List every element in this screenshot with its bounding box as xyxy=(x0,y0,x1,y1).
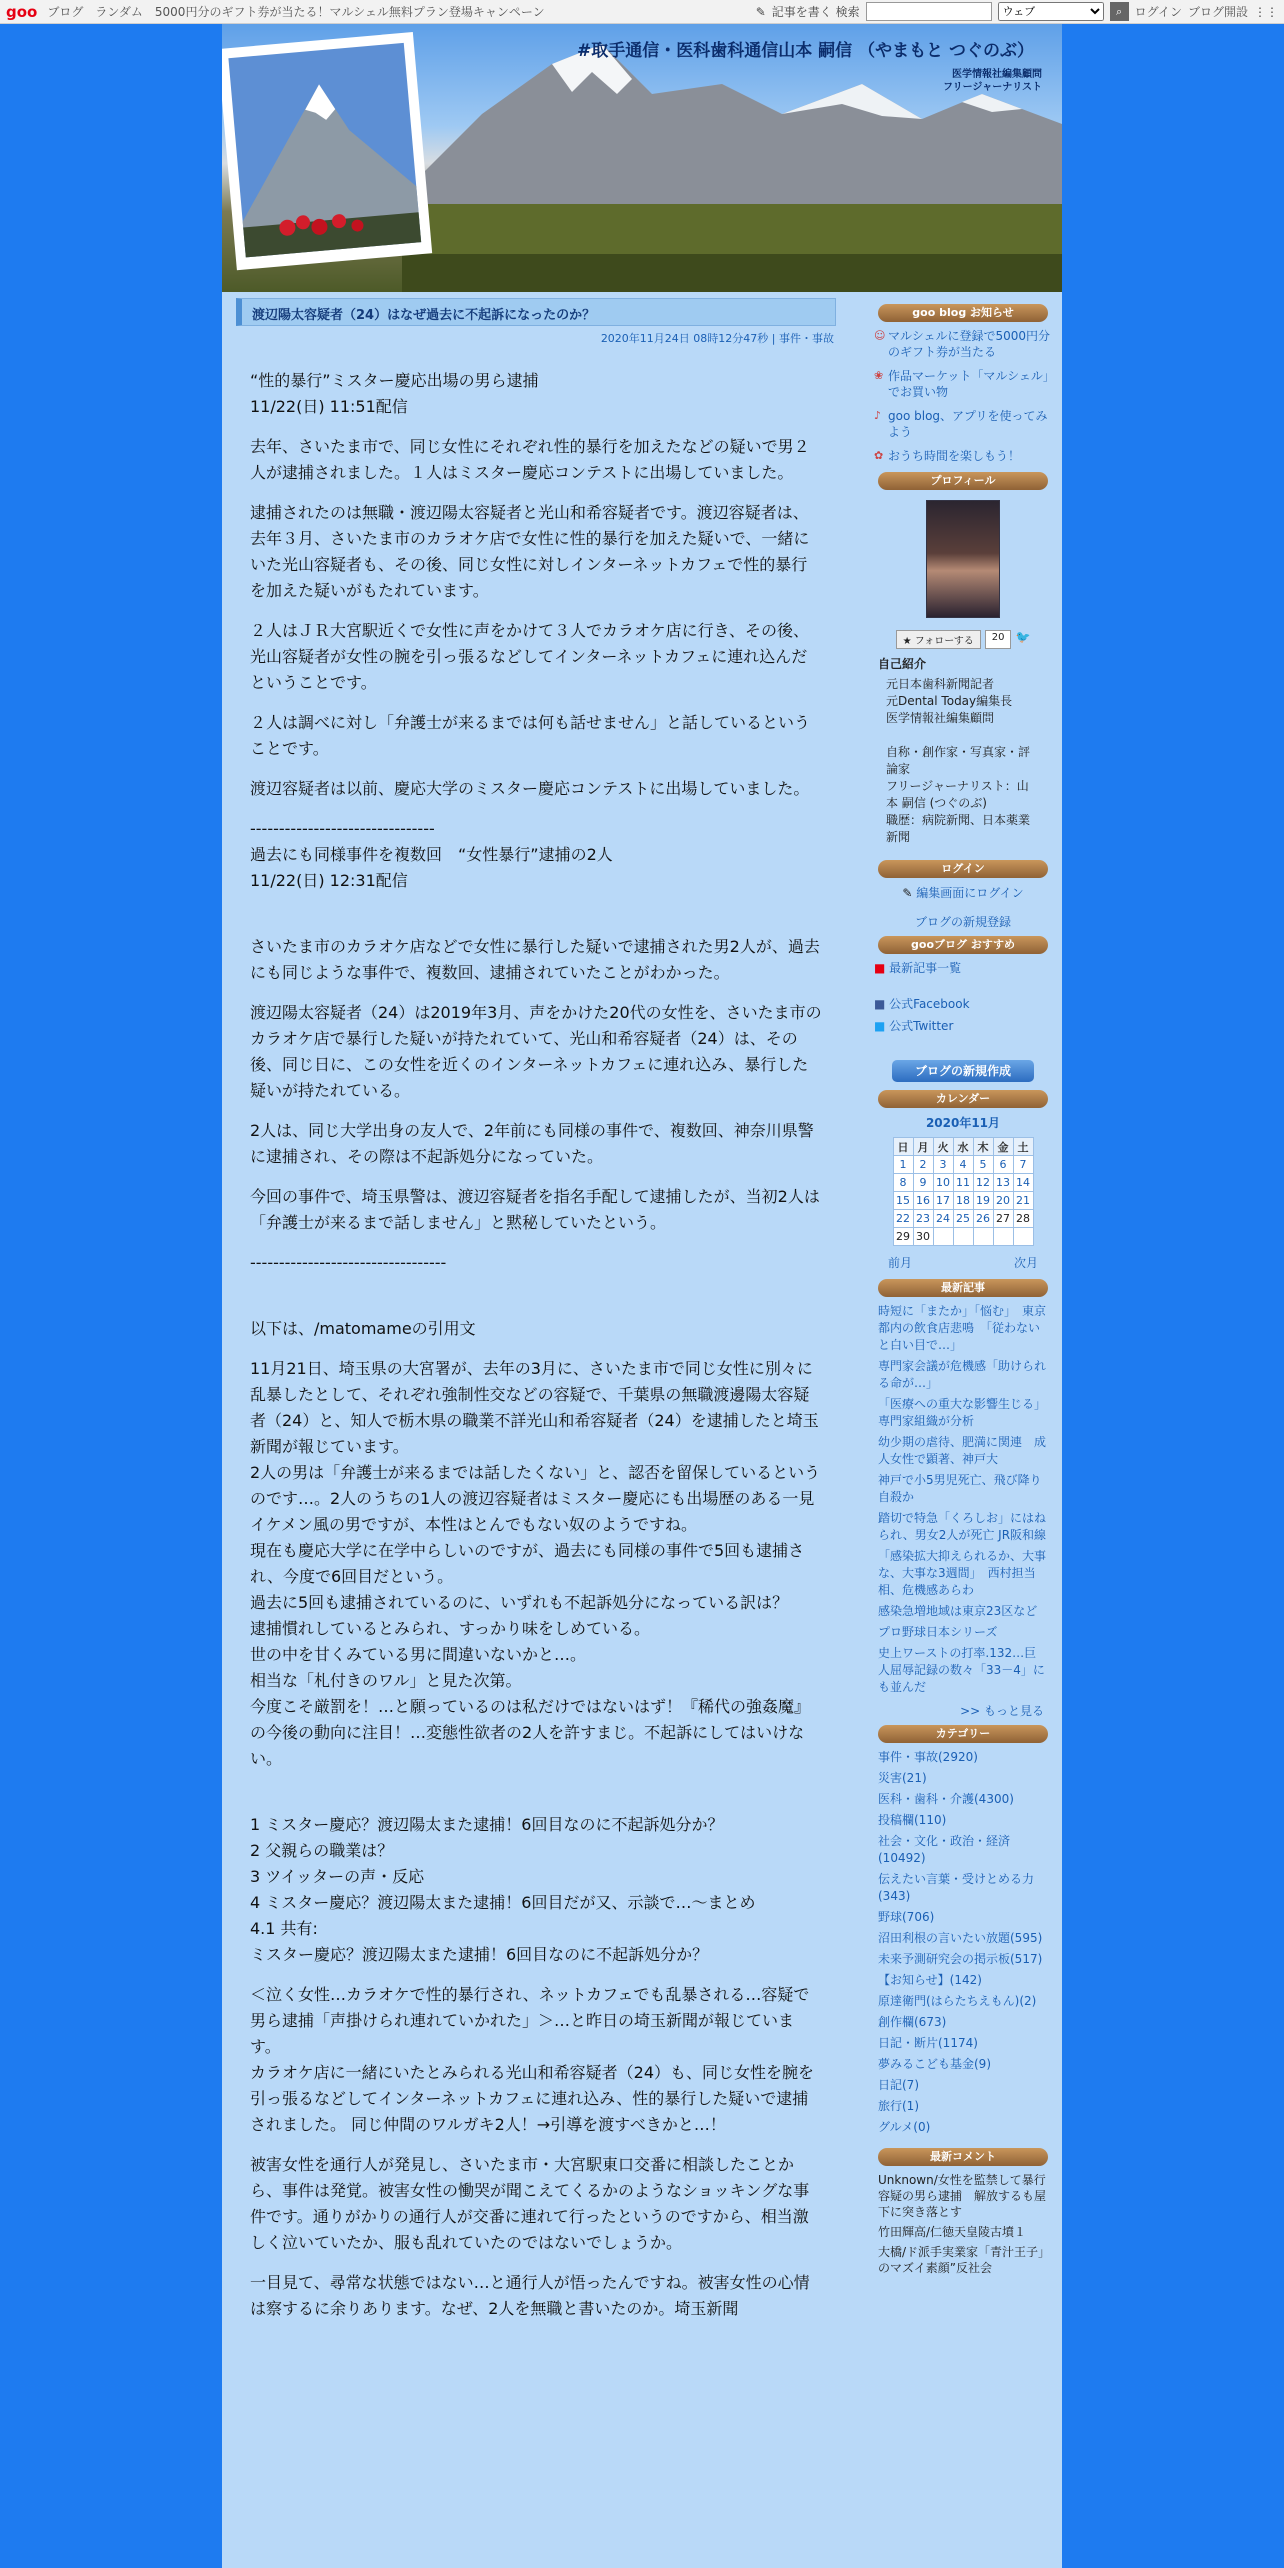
notice-link[interactable]: おうち時間を楽しもう！ xyxy=(888,449,1021,463)
notice-item xyxy=(874,328,1052,360)
entry-paragraph: さいたま市のカラオケ店などで女性に暴行した疑いで逮捕された男2人が、過去にも同じような事件で、複数回、逮捕されていたことがわかった。 xyxy=(250,937,820,982)
category-item xyxy=(878,1833,1048,1867)
entry-paragraph: 渡辺陽太容疑者（24）は2019年3月、声をかけた20代の女性を、さいたま市のカラオケ店で暴行した疑いが持たれていて、光山和希容疑者（24）は、その後、同じ日に、この女性を近くのインターネットカフェに連れ込み、暴行した疑いが持たれている。 xyxy=(250,1003,822,1100)
calendar-day[interactable]: 7 xyxy=(1013,1156,1033,1174)
category-item xyxy=(878,2119,1048,2136)
entry-paragraph: ---------------------------------- xyxy=(250,1253,447,1272)
category-item xyxy=(878,2035,1048,2052)
latest-articles-link[interactable]: ■ 最新記事一覧 xyxy=(874,961,962,975)
entry-paragraph: “性的暴行”ミスター慶応出場の男ら逮捕 11/22(日) 11:51配信 xyxy=(250,371,539,416)
category-link[interactable]: 旅行(1) xyxy=(878,2099,919,2113)
comment-item[interactable]: 大橋/ド派手実業家「青汁王子」のマズイ素顔”反社会 xyxy=(878,2245,1045,2275)
recent-article-link[interactable]: 時短に「またか」「悩む」 東京都内の飲食店悲鳴 「従わないと白い目で…」 xyxy=(878,1304,1047,1352)
calendar-weekday: 火 xyxy=(933,1138,953,1156)
category-item xyxy=(878,1972,1048,1989)
campaign-link[interactable]: 5000円分のギフト券が当たる！マルシェル無料プラン登場キャンペーン xyxy=(154,5,545,19)
calendar-day xyxy=(993,1228,1013,1246)
entry-paragraph: 渡辺容疑者は以前、慶応大学のミスター慶応コンテストに出場していました。 xyxy=(250,779,810,798)
search-scope-select[interactable] xyxy=(998,2,1104,21)
category-section-title: カテゴリー xyxy=(878,1725,1048,1743)
entry-paragraph: 被害女性を通行人が発見し、さいたま市・大宮駅東口交番に相談したことから、事件は発覚。被害女性の慟哭が聞こえてくるかのようなショッキングな事件です。通りがかりの通行人が交番に連れて行ったというのですから、相当激しく泣いていたか、服も乱れていたのではないでしょうか。 xyxy=(250,2155,810,2252)
category-link[interactable]: 災害(21) xyxy=(878,1771,927,1785)
top-navigation-bar xyxy=(0,0,1284,24)
goo-logo[interactable]: goo xyxy=(6,2,38,21)
calendar-day[interactable]: 8 xyxy=(893,1174,913,1192)
calendar-day[interactable]: 12 xyxy=(973,1174,993,1192)
entry-date-link[interactable]: 2020年11月24日 08時12分47秒 xyxy=(600,332,769,345)
prev-month-link[interactable]: 前月 xyxy=(888,1256,913,1270)
calendar-day[interactable]: 26 xyxy=(973,1210,993,1228)
notice-icon: ♪ xyxy=(874,409,882,422)
category-item xyxy=(878,1909,1048,1926)
category-link[interactable]: 投稿欄(110) xyxy=(878,1813,947,1827)
category-link[interactable]: 事件・事故(2920) xyxy=(878,1750,978,1764)
notice-link[interactable]: goo blog、アプリを使ってみよう xyxy=(888,409,1048,439)
next-month-link[interactable]: 次月 xyxy=(1013,1256,1038,1270)
facebook-link[interactable]: ■ 公式Facebook xyxy=(874,997,970,1011)
entry-paragraph: ２人は調べに対し「弁護士が来るまでは何も話せません」と話しているということです。 xyxy=(250,713,811,758)
entry-paragraph: 以下は、/matomameの引用文 xyxy=(250,1319,476,1338)
calendar-day[interactable]: 21 xyxy=(1013,1192,1033,1210)
category-item xyxy=(878,2056,1048,2073)
follower-count: 20 xyxy=(985,630,1012,649)
blog-header xyxy=(222,24,1062,292)
calendar-day xyxy=(973,1228,993,1246)
search-input[interactable] xyxy=(866,2,992,21)
recent-article-link[interactable]: 幼少期の虐待、肥満に関連 成人女性で顕著、神戸大 xyxy=(878,1435,1047,1466)
entry-paragraph: 11月21日、埼玉県の大宮署が、去年の3月に、さいたま市で同じ女性に別々に乱暴したとして、それぞれ強制性交などの容疑で、千葉県の無職渡邊陽太容疑者（24）と、知人で栃木県の職業不詳光山和希容疑者（24）を逮捕したと埼玉新聞が報じています。 2人の男は「弁護士が来るまでは話したくない」と、認否を留保しているというのです…。2人のうちの1人の渡辺容疑者はミスター慶応にも出場歴のある一見イケメン風の男ですが、本性はとんでもない奴のようですね。 現在も慶応大学に在学中らしいのですが、過去にも同様の事件で5回も逮捕され、今度で6回目だという。 過去に5回も逮捕されているのに、いずれも不起訴処分になっている訳は？ 逮捕慣れしているとみられ、すっかり味をしめている。 世の中を甘くみている男に間違いないかと…。 相当な「札付きのワル」と見た次第。 今度こそ厳罰を！…と願っているのは私だけではないはず！『稀代の強姦魔』の今後の動向に注目！…変態性欲者の2人を許すまじ。不起訴にしてはいけない。 xyxy=(250,1359,821,1768)
category-link[interactable]: 未来予測研究会の掲示板(517) xyxy=(878,1952,1043,1966)
calendar-day xyxy=(953,1228,973,1246)
notice-item xyxy=(874,368,1052,400)
notice-icon: ✿ xyxy=(874,449,884,462)
comment-item[interactable]: 竹田輝高/仁徳天皇陵古墳１ xyxy=(878,2225,1027,2239)
notice-link[interactable]: 作品マーケット「マルシェル」でお買い物 xyxy=(888,369,1049,399)
calendar-day[interactable]: 18 xyxy=(953,1192,973,1210)
entry-paragraph: -------------------------------- 過去にも同様事件を複数回 “女性暴行”逮捕の2人 11/22(日) 12:31配信 xyxy=(250,819,613,890)
calendar-weekday: 木 xyxy=(973,1138,993,1156)
login-row xyxy=(868,884,1058,901)
calendar-section-title: カレンダー xyxy=(878,1090,1048,1108)
blog-title[interactable]: #取手通信・医科歯科通信山本 嗣信 （やまもと つぐのぶ） xyxy=(577,41,1034,61)
calendar-day[interactable]: 16 xyxy=(913,1192,933,1210)
edit-login-link[interactable]: 編集画面にログイン xyxy=(916,886,1024,900)
recent-article-link[interactable]: プロ野球日本シリーズ xyxy=(878,1625,998,1639)
calendar-day[interactable]: 14 xyxy=(1013,1174,1033,1192)
category-link[interactable]: 原達衛門(はらたちえもん)(2) xyxy=(878,1994,1037,2008)
subtitle-line-2: フリージャーナリスト xyxy=(943,82,1042,93)
goo-icon: ■ xyxy=(874,961,890,975)
category-link[interactable]: グルメ(0) xyxy=(878,2120,931,2134)
facebook-icon: ■ xyxy=(874,997,890,1011)
entry-paragraph: ２人はＪＲ大宮駅近くで女性に声をかけて３人でカラオケ店に行き、その後、光山容疑者が女性の腕を引っ張るなどしてインターネットカフェに連れ込んだということです。 xyxy=(250,621,810,692)
nav-blog-link[interactable]: ブログ xyxy=(47,5,84,19)
entry-title[interactable]: 渡辺陽太容疑者（24）はなぜ過去に不起訴になったのか？ xyxy=(236,298,836,326)
calendar-weekday: 水 xyxy=(953,1138,973,1156)
category-link[interactable]: 医科・歯科・介護(4300) xyxy=(878,1792,1014,1806)
category-item xyxy=(878,1749,1048,1766)
recent-article-link[interactable]: 神戸で小5男児死亡、飛び降り自殺か xyxy=(878,1473,1042,1504)
calendar-table xyxy=(893,1137,1034,1246)
calendar-day[interactable]: 17 xyxy=(933,1192,953,1210)
recent-section-title: 最新記事 xyxy=(878,1279,1048,1297)
calendar-month: 2020年11月 xyxy=(925,1116,1001,1130)
write-search-label[interactable]: 記事を書く 検索 xyxy=(771,5,860,19)
entry-meta: 2020年11月24日 08時12分47秒 | 事件・事故 xyxy=(600,332,834,345)
calendar-day: 28 xyxy=(1013,1210,1033,1228)
notice-link[interactable]: マルシェルに登録で5000円分のギフト券が当たる xyxy=(888,329,1051,359)
recent-articles-list xyxy=(868,1303,1058,1696)
entry-paragraph: ＜泣く女性…カラオケで性的暴行され、ネットカフェでも乱暴される…容疑で男ら逮捕「声掛けられ連れていかれた」＞…と昨日の埼玉新聞が報じています。 カラオケ店に一緒にいたとみられる光山和希容疑者（24）も、同じ女性を腕を引っ張るなどしてインターネットカフェに連れ込み、性的暴行した疑いで逮捕されました。 同じ仲間のワルガキ2人！→引導を渡すべきかと…！ xyxy=(250,1985,815,2134)
entry-paragraph: 一目見て、尋常な状態ではない…と通行人が悟ったんですね。被害女性の心情は察するに余りあります。なぜ、2人を無職と書いたのか。埼玉新聞 xyxy=(250,2273,810,2318)
calendar-day: 30 xyxy=(913,1228,933,1246)
subtitle-line-1: 医学情報社編集顧問 xyxy=(952,69,1042,80)
category-item xyxy=(878,2077,1048,2094)
nav-random-link[interactable]: ランダム xyxy=(95,5,143,19)
follow-button[interactable]: ★ フォローする xyxy=(896,630,981,649)
category-link[interactable]: 日記・断片(1174) xyxy=(878,2036,978,2050)
calendar-day[interactable]: 2 xyxy=(913,1156,933,1174)
recent-article-link[interactable]: 専門家会議が危機感「助けられる命が…」 xyxy=(878,1359,1047,1390)
entry-paragraph: 逮捕されたのは無職・渡辺陽太容疑者と光山和希容疑者です。渡辺容疑者は、去年３月、さいたま市のカラオケ店で女性に性的暴行を加えた疑いで、一緒にいた光山容疑者も、その後、同じ女性に対しインターネットカフェで性的暴行を加えた疑いがもたれています。 xyxy=(250,503,810,600)
calendar-day[interactable]: 23 xyxy=(913,1210,933,1228)
category-item xyxy=(878,2014,1048,2031)
profile-section-title: プロフィール xyxy=(878,472,1048,490)
comments-section-title: 最新コメント xyxy=(878,2148,1048,2166)
calendar-day[interactable]: 3 xyxy=(933,1156,953,1174)
category-item xyxy=(878,1951,1048,1968)
calendar-day[interactable]: 15 xyxy=(893,1192,913,1210)
category-link[interactable]: 創作欄(673) xyxy=(878,2015,947,2029)
twitter-link[interactable]: ■ 公式Twitter xyxy=(874,1019,954,1033)
calendar-day[interactable]: 19 xyxy=(973,1192,993,1210)
sidebar xyxy=(868,298,1058,2280)
category-link[interactable]: 日記(7) xyxy=(878,2078,919,2092)
calendar-weekday: 日 xyxy=(893,1138,913,1156)
category-link[interactable]: 【お知らせ】(142) xyxy=(878,1973,982,1987)
recent-article-link[interactable]: 感染急増地域は東京23区など xyxy=(878,1604,1038,1618)
main-content xyxy=(236,298,836,2336)
calendar-day[interactable]: 13 xyxy=(993,1174,1013,1192)
category-link[interactable]: 社会・文化・政治・経済(10492) xyxy=(878,1834,1011,1865)
profile-photo xyxy=(926,500,1000,618)
notice-section-title: goo blog お知らせ xyxy=(878,304,1048,322)
category-link[interactable]: 野球(706) xyxy=(878,1910,935,1924)
notice-item xyxy=(874,408,1052,440)
twitter-small-icon: ■ xyxy=(874,1019,890,1033)
notice-icon: ☺ xyxy=(874,329,886,342)
recent-article-link[interactable]: 史上ワーストの打率.132…巨人屈辱記録の数々「33－4」にも並んだ xyxy=(878,1646,1045,1694)
blog-subtitle xyxy=(943,68,1042,94)
calendar-day: 29 xyxy=(893,1228,913,1246)
entry-paragraph: 去年、さいたま市で、同じ女性にそれぞれ性的暴行を加えたなどの疑いで男２人が逮捕されました。１人はミスター慶応コンテストに出場していました。 xyxy=(250,437,810,482)
calendar-weekday: 土 xyxy=(1013,1138,1033,1156)
category-item xyxy=(878,2098,1048,2115)
intro-text: 元日本歯科新聞記者 元Dental Today編集長 医学情報社編集顧問 自称・創作家・写真家・評論家 フリージャーナリスト：山本 嗣信 (つぐのぶ) 職歴：病院新聞、日本薬業新聞 xyxy=(886,677,1031,844)
category-item xyxy=(878,1871,1048,1905)
category-link[interactable]: 夢みるこども基金(9) xyxy=(878,2057,991,2071)
search-icon[interactable]: ⌕ xyxy=(1110,2,1129,21)
login-section-title: ログイン xyxy=(878,860,1048,878)
recommend-section-title: gooブログ おすすめ xyxy=(878,936,1048,954)
follow-widget xyxy=(868,630,1058,649)
recent-article-link[interactable]: 「医療への重大な影響生じる」 専門家組織が分析 xyxy=(878,1397,1053,1428)
entry-paragraph: 今回の事件で、埼玉県警は、渡辺容疑者を指名手配して逮捕したが、当初2人は「弁護士が来るまで話しません」と黙秘していたという。 xyxy=(250,1187,820,1232)
calendar-day[interactable]: 20 xyxy=(993,1192,1013,1210)
category-list xyxy=(868,1749,1058,2136)
notice-icon: ❀ xyxy=(874,369,884,382)
entry-body xyxy=(236,368,836,2322)
calendar-weekday: 金 xyxy=(993,1138,1013,1156)
calendar-day[interactable]: 5 xyxy=(973,1156,993,1174)
calendar-day[interactable]: 11 xyxy=(953,1174,973,1192)
more-articles-link[interactable]: >> もっと見る xyxy=(960,1704,1044,1718)
login-link[interactable]: ログイン xyxy=(1134,5,1182,19)
calendar-day[interactable]: 4 xyxy=(953,1156,973,1174)
calendar-day xyxy=(1013,1228,1033,1246)
calendar-day[interactable]: 22 xyxy=(893,1210,913,1228)
header-landscape-image xyxy=(222,24,1062,292)
intro-heading: 自己紹介 xyxy=(878,657,927,671)
grid-menu-icon[interactable]: ⋮⋮ xyxy=(1254,4,1278,19)
entry-category-link[interactable]: 事件・事故 xyxy=(779,332,834,345)
calendar-day[interactable]: 9 xyxy=(913,1174,933,1192)
twitter-icon[interactable]: 🐦 xyxy=(1015,630,1031,644)
pencil-icon: ✎ xyxy=(755,4,766,19)
comment-item[interactable]: Unknown/女性を監禁して暴行 容疑の男ら逮捕 解放するも屋下に突き落とす xyxy=(878,2173,1058,2219)
calendar-navigation xyxy=(888,1254,1038,1271)
category-item xyxy=(878,1812,1048,1829)
entry-paragraph: 1 ミスター慶応？渡辺陽太また逮捕！6回目なのに不起訴処分か？ 2 父親らの職業は？ 3 ツイッターの声・反応 4 ミスター慶応？渡辺陽太また逮捕！6回目だが又、示談で…～まとめ 4.1 共有: ミスター慶応？渡辺陽太また逮捕！6回目なのに不起訴処分か？ xyxy=(250,1815,756,1964)
category-item xyxy=(878,1770,1048,1787)
calendar-weekday: 月 xyxy=(913,1138,933,1156)
create-blog-button[interactable]: ブログの新規作成 xyxy=(892,1060,1034,1082)
calendar-day[interactable]: 24 xyxy=(933,1210,953,1228)
calendar-day[interactable]: 25 xyxy=(953,1210,973,1228)
blog-container xyxy=(222,24,1062,2568)
open-blog-link[interactable]: ブログ開設 xyxy=(1187,5,1248,19)
calendar-day: 27 xyxy=(993,1210,1013,1228)
edit-pencil-icon: ✎ xyxy=(902,886,913,900)
calendar-day[interactable]: 6 xyxy=(993,1156,1013,1174)
calendar-day[interactable]: 10 xyxy=(933,1174,953,1192)
category-item xyxy=(878,1791,1048,1808)
category-link[interactable]: 沼田利根の言いたい放題(595) xyxy=(878,1931,1043,1945)
category-item xyxy=(878,1993,1048,2010)
calendar-day[interactable]: 1 xyxy=(893,1156,913,1174)
new-blog-register-link[interactable]: ブログの新規登録 xyxy=(914,915,1011,929)
category-link[interactable]: 伝えたい言葉・受けとめる力(343) xyxy=(878,1872,1035,1903)
calendar-day xyxy=(933,1228,953,1246)
recent-article-link[interactable]: 踏切で特急「くろしお」にはねられ、男女2人が死亡 JR阪和線 xyxy=(878,1511,1047,1542)
recent-article-link[interactable]: 「感染拡大抑えられるか、大事な、大事な3週間」 西村担当相、危機感あらわ xyxy=(878,1549,1047,1597)
notice-list xyxy=(868,328,1058,464)
recommend-list xyxy=(868,960,1058,1034)
category-item xyxy=(878,1930,1048,1947)
entry-paragraph: 2人は、同じ大学出身の友人で、2年前にも同様の事件で、複数回、神奈川県警に逮捕され、その際は不起訴処分になっていた。 xyxy=(250,1121,814,1166)
comment-list xyxy=(868,2172,1058,2276)
topbar-right xyxy=(756,2,1278,21)
notice-item xyxy=(874,448,1052,464)
